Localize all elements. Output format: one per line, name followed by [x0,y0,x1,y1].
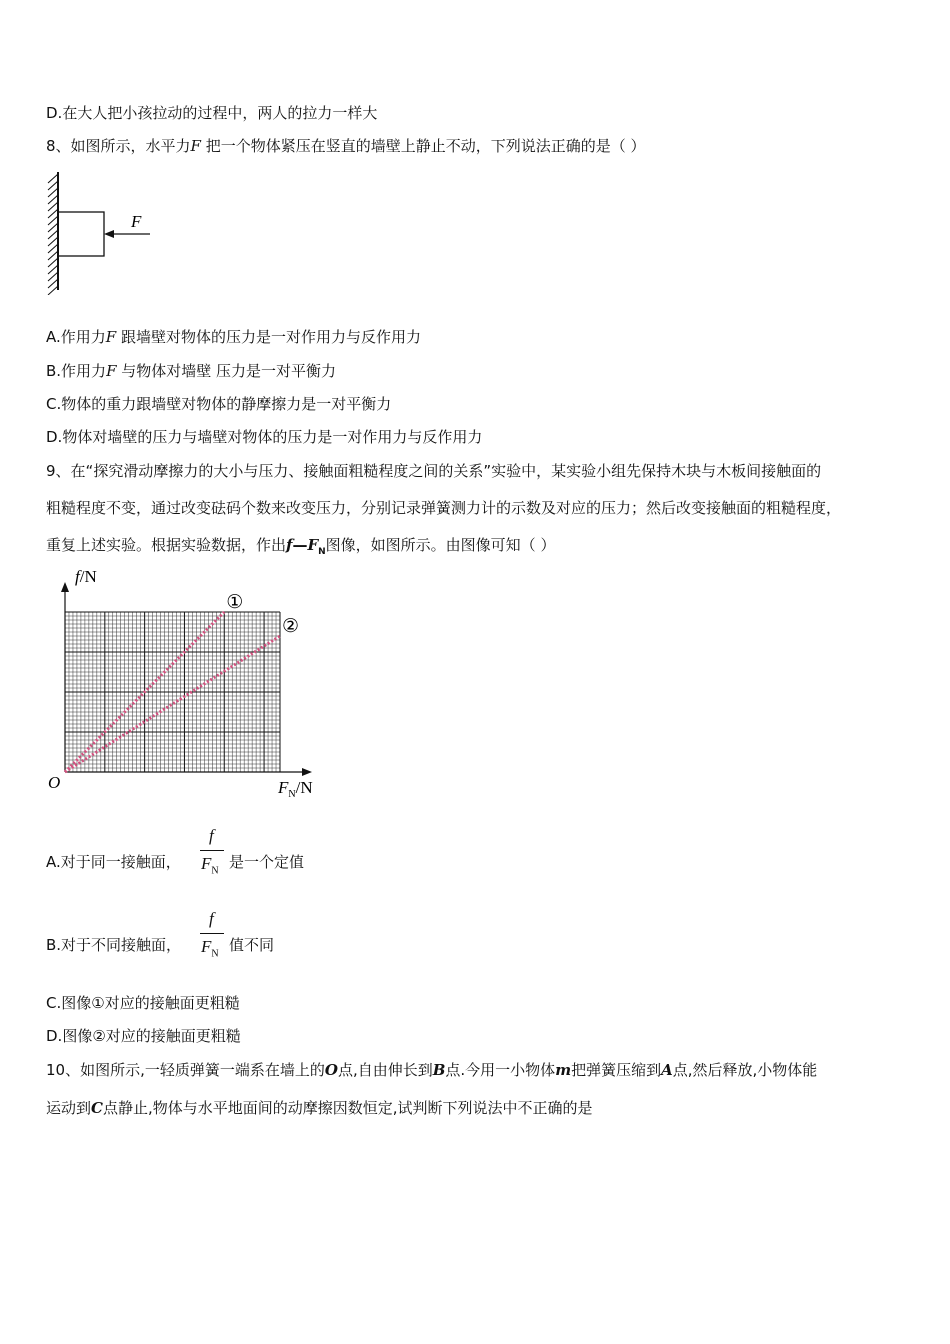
wall-hatch [48,188,58,197]
q8-option-b [46,361,336,381]
q9-stem-line-3 [46,535,555,562]
q9-stem-line-2: 粗糙程度不变，通过改变砝码个数来改变压力，分别记录弹簧测力计的示数及对应的压力；然后改变接触面的粗糙程度， [46,499,842,517]
wall-hatch [48,286,58,295]
series-label-2: ② [282,616,300,637]
q9-stem-F: F [307,536,319,554]
q9-stem-f: f [286,536,293,554]
q8-stem-a: 8、如图所示，水平力 [46,137,191,155]
origin-label: O [48,773,61,792]
q10-point-b: B [432,1061,446,1079]
fraction-den-sub: N [211,948,219,960]
q8-option-b-text-1: B.作用力 [46,362,107,380]
wall-hatch [48,181,58,190]
q10-mass-m: m [555,1061,572,1079]
wall-hatch [48,251,58,260]
q10-text-c: 点.今用一小物体 [445,1061,556,1079]
wall-hatch [48,195,58,204]
wall-hatch [48,230,58,239]
fraction-numerator: f [209,826,214,845]
fraction-denominator [201,937,219,959]
q9-stem-3a: 重复上述实验。根据实验数据，作出 [46,536,287,554]
q10-text-f: 运动到 [46,1099,92,1117]
wall-hatch [48,223,58,232]
y-axis-label-unit: /N [79,567,97,586]
wall-hatch [48,174,58,183]
wall-hatch [48,209,58,218]
q9-option-d: D.图像②对应的接触面更粗糙 [46,1027,241,1045]
q8-option-b-text-2: 与物体对墙壁 压力是一对平衡力 [116,362,337,380]
fraction-bar [200,933,224,934]
fraction-denominator [201,854,219,876]
fraction-numerator: f [209,909,214,928]
q10-text-d: 把弹簧压缩到 [571,1061,662,1079]
q8-option-a-text-2: 跟墙壁对物体的压力是一对作用力与反作用力 [116,328,421,346]
friction-chart [40,562,330,802]
x-axis-label-sub: N [288,789,296,800]
x-axis-label-F: F [278,778,289,797]
q8-stem-b: 把一个物体紧压在竖直的墙壁上静止不动，下列说法正确的是（ ） [200,137,646,155]
fraction-den-sub: N [211,865,219,877]
q9-option-b: B.对于不同接触面， [46,936,182,954]
wall-hatch [48,279,58,288]
q8-option-a [46,327,421,347]
force-arrow-head [104,230,114,238]
q8-stem [46,136,646,156]
q8-option-c: C.物体的重力跟墙壁对物体的静摩擦力是一对平衡力 [46,395,392,413]
fraction-bar [200,850,224,851]
fraction-den-F: F [201,937,212,956]
q9-stem-sub: N [318,547,326,557]
q9-stem-dash: — [292,536,308,554]
q10-text-a: 10、如图所示,一轻质弹簧一端系在墙上的 [46,1061,325,1079]
x-axis-label [277,778,313,800]
q10-stem-line-2 [46,1098,593,1118]
q10-text-e: 点,然后释放,小物体能 [672,1061,818,1079]
q9-option-b-tail: 值不同 [229,936,275,954]
wall-hatch [48,244,58,253]
q10-point-c: C [91,1099,103,1117]
q10-text-g: 点静止,物体与水平地面间的动摩擦因数恒定,试判断下列说法中不正确的是 [102,1099,593,1117]
x-axis-arrow [302,768,312,776]
x-axis-label-unit: /N [295,778,313,797]
q8-option-a-text-1: A.作用力 [46,328,106,346]
q10-text-b: 点,自由伸长到 [337,1061,433,1079]
block-rect [58,212,104,256]
y-axis-label [75,567,97,586]
q9-option-a-tail: 是一个定值 [229,853,305,871]
wall-hatch [48,272,58,281]
q9-stem-3b: 图像，如图所示。由图像可知（ ） [325,536,556,554]
q9-option-a: A.对于同一接触面， [46,853,181,871]
q10-stem-line-1 [46,1060,817,1080]
q8-option-b-f: F [106,362,117,380]
y-axis-label-f: f [75,567,80,586]
q8-option-a-f: F [105,328,117,346]
q10-point-o: O [324,1061,338,1079]
wall-hatch [48,216,58,225]
force-label: F [131,212,142,231]
q7-option-d: D.在大人把小孩拉动的过程中，两人的拉力一样大 [46,104,378,122]
series-label-1: ① [226,592,244,613]
fraction-den-F: F [201,854,212,873]
wall-hatch [48,202,58,211]
y-axis-arrow [61,582,69,592]
q9-option-c: C.图像①对应的接触面更粗糙 [46,994,240,1012]
wall-hatch [48,258,58,267]
wall-hatch [48,237,58,246]
q10-point-a: A [661,1061,673,1079]
wall-hatch [48,265,58,274]
q9-stem-line-1: 9、在“探究滑动摩擦力的大小与压力、接触面粗糙程度之间的关系”实验中，某实验小组先保持木块与木板间接触面的 [46,462,822,480]
q8-option-d: D.物体对墙壁的压力与墙壁对物体的压力是一对作用力与反作用力 [46,428,483,446]
wall-force-figure [40,170,165,295]
q8-stem-f: F [190,137,201,155]
